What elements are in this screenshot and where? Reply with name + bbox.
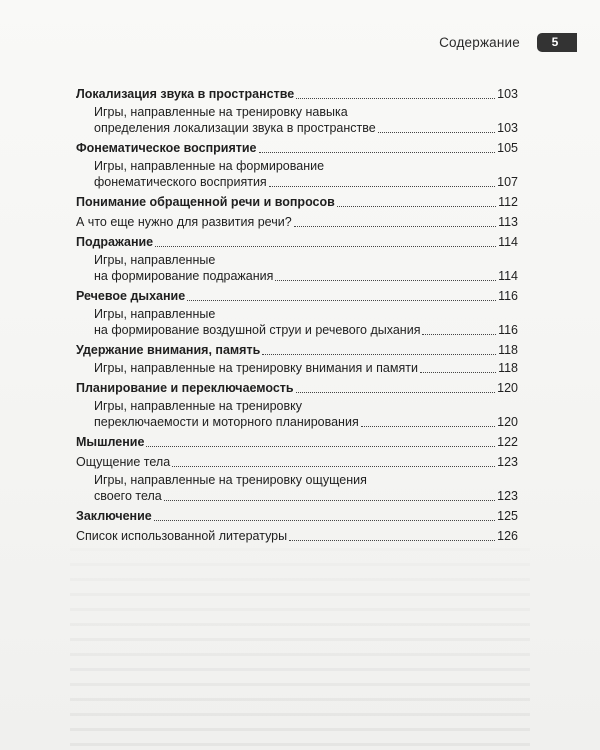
toc-entry[interactable] <box>76 380 518 396</box>
toc-entry-text: Локализация звука в пространстве <box>76 87 295 101</box>
dot-leader <box>422 334 496 335</box>
dot-leader <box>275 280 496 281</box>
toc-page-number: 105 <box>497 141 518 155</box>
toc-entry-text: Понимание обращенной речи и вопросов <box>76 195 335 209</box>
toc-entry[interactable] <box>76 86 518 102</box>
toc-entry-text: на формирование подражания <box>94 269 274 283</box>
toc-entry[interactable] <box>76 342 518 358</box>
toc-subentry[interactable] <box>76 158 518 190</box>
toc-page-number: 120 <box>497 381 518 395</box>
dot-leader <box>164 500 495 501</box>
toc-page-number: 116 <box>498 289 518 303</box>
toc-subentry[interactable] <box>76 104 518 136</box>
toc-entry[interactable] <box>76 214 518 230</box>
toc-entry-text: Подражание <box>76 235 154 249</box>
toc-entry[interactable] <box>76 454 518 470</box>
toc-page-number: 114 <box>498 269 518 283</box>
dot-leader <box>378 132 495 133</box>
dot-leader <box>296 392 496 393</box>
toc-entry[interactable] <box>76 234 518 250</box>
toc-entry-text: Планирование и переключаемость <box>76 381 294 395</box>
toc-entry-text: переключаемости и моторного планирования <box>94 415 359 429</box>
toc-entry-text: Игры, направленные на тренировку <box>94 399 303 413</box>
toc-entry[interactable] <box>76 140 518 156</box>
toc-entry-text: Игры, направленные на тренировку внимания и памяти <box>94 361 418 375</box>
toc-entry-text: Игры, направленные на формирование <box>94 159 325 173</box>
toc-page-number: 123 <box>497 455 518 469</box>
toc-subentry[interactable] <box>76 398 518 430</box>
dot-leader <box>296 98 495 99</box>
toc-entry-text: Фонематическое восприятие <box>76 141 257 155</box>
dot-leader <box>259 152 496 153</box>
toc-entry[interactable] <box>76 528 518 544</box>
toc-page-number: 120 <box>497 415 518 429</box>
toc-subentry[interactable] <box>76 472 518 504</box>
toc-entry-text: Список использованной литературы <box>76 529 288 543</box>
toc-page-number: 113 <box>498 215 518 229</box>
toc-page-number: 122 <box>497 435 518 449</box>
toc-entry[interactable] <box>76 434 518 450</box>
toc-page-number: 114 <box>498 235 518 249</box>
toc-entry-text: Речевое дыхание <box>76 289 186 303</box>
dot-leader <box>172 466 495 467</box>
toc-entry-text: Мышление <box>76 435 145 449</box>
toc-page-number: 125 <box>497 509 518 523</box>
toc-page-number: 126 <box>497 529 518 543</box>
toc-page-number: 103 <box>497 87 518 101</box>
dot-leader <box>361 426 495 427</box>
toc-entry-text: Игры, направленные <box>94 307 216 321</box>
toc-subentry[interactable] <box>76 360 518 376</box>
toc-entry-text: определения локализации звука в пространстве <box>94 121 376 135</box>
page-number-badge: 5 <box>537 33 577 52</box>
dot-leader <box>420 372 496 373</box>
table-of-contents <box>76 82 518 544</box>
dot-leader <box>289 540 495 541</box>
toc-entry[interactable] <box>76 508 518 524</box>
toc-entry-text: своего тела <box>94 489 162 503</box>
dot-leader <box>154 520 495 521</box>
running-header-title: Содержание <box>439 35 520 50</box>
dot-leader <box>294 226 496 227</box>
dot-leader <box>269 186 495 187</box>
toc-entry[interactable] <box>76 194 518 210</box>
toc-page-number: 103 <box>497 121 518 135</box>
toc-page-number: 107 <box>497 175 518 189</box>
dot-leader <box>187 300 496 301</box>
toc-entry-text: А что еще нужно для развития речи? <box>76 215 292 229</box>
toc-entry-text: фонематического восприятия <box>94 175 267 189</box>
toc-subentry[interactable] <box>76 306 518 338</box>
toc-entry-text: на формирование воздушной струи и речевого дыхания <box>94 323 421 337</box>
toc-entry-text: Игры, направленные <box>94 253 216 267</box>
toc-page-number: 118 <box>498 361 518 375</box>
dot-leader <box>155 246 496 247</box>
dot-leader <box>146 446 495 447</box>
toc-entry-text: Игры, направленные на тренировку навыка <box>94 105 348 119</box>
dot-leader <box>337 206 496 207</box>
toc-page-number: 112 <box>498 195 518 209</box>
toc-entry-text: Игры, направленные на тренировку ощущения <box>94 473 367 487</box>
dot-leader <box>262 354 496 355</box>
bleed-through-text <box>70 548 530 748</box>
toc-page-number: 118 <box>498 343 518 357</box>
toc-subentry[interactable] <box>76 252 518 284</box>
toc-entry-text: Удержание внимания, память <box>76 343 261 357</box>
toc-entry-text: Ощущение тела <box>76 455 171 469</box>
toc-page-number: 123 <box>497 489 518 503</box>
toc-entry-text: Заключение <box>76 509 152 523</box>
toc-entry[interactable] <box>76 288 518 304</box>
toc-page-number: 116 <box>498 323 518 337</box>
